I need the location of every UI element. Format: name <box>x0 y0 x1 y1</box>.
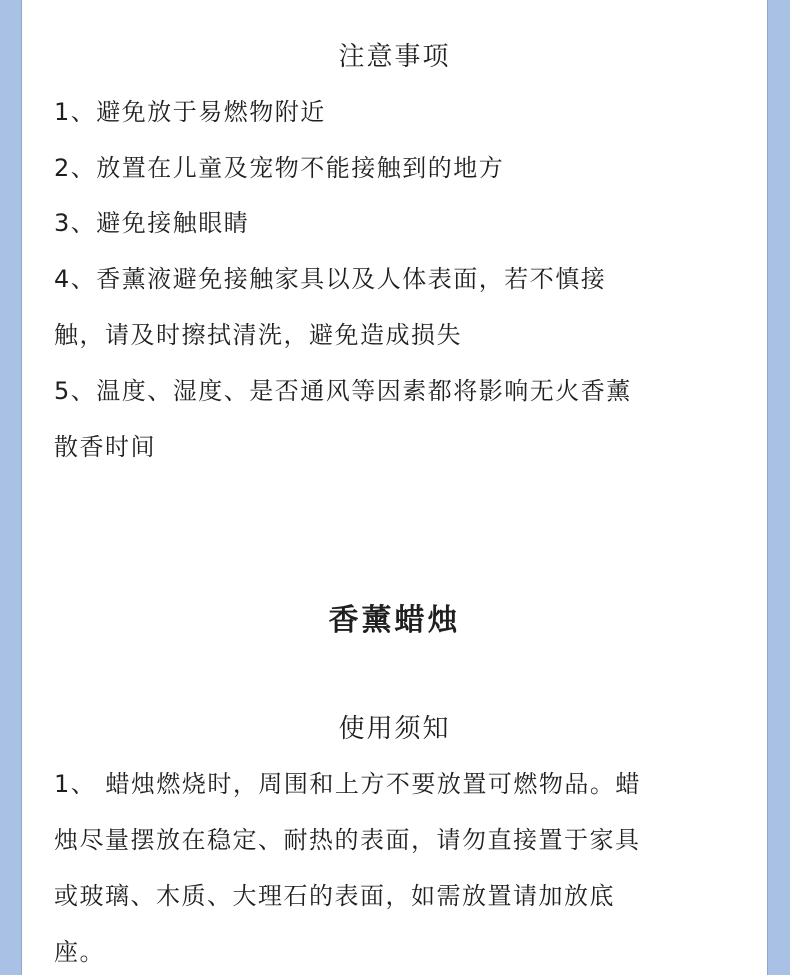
precaution-line-4: 4、香薰液避免接触家具以及人体表面，若不慎接 <box>54 265 607 293</box>
usage-line-3: 或玻璃、木质、大理石的表面，如需放置请加放底 <box>54 882 615 910</box>
precautions-heading: 注意事项 <box>338 42 451 72</box>
precaution-line-5: 5、温度、湿度、是否通风等因素都将影响无火香薰 <box>54 377 632 405</box>
precaution-line-4-continued: 触，请及时擦拭清洗，避免造成损失 <box>54 321 462 349</box>
precaution-line-3: 3、避免接触眼睛 <box>54 209 250 237</box>
candle-section-title: 香薰蜡烛 <box>328 603 461 638</box>
precaution-line-5-continued: 散香时间 <box>54 433 156 461</box>
usage-instructions-heading: 使用须知 <box>338 714 451 744</box>
document-page <box>21 0 768 975</box>
precaution-line-2: 2、放置在儿童及宠物不能接触到的地方 <box>54 154 505 182</box>
usage-line-1: 1、 蜡烛燃烧时，周围和上方不要放置可燃物品。蜡 <box>54 770 641 798</box>
precaution-line-1: 1、避免放于易燃物附近 <box>54 98 326 126</box>
usage-line-4: 座。 <box>54 938 105 966</box>
usage-line-2: 烛尽量摆放在稳定、耐热的表面，请勿直接置于家具 <box>54 826 641 854</box>
